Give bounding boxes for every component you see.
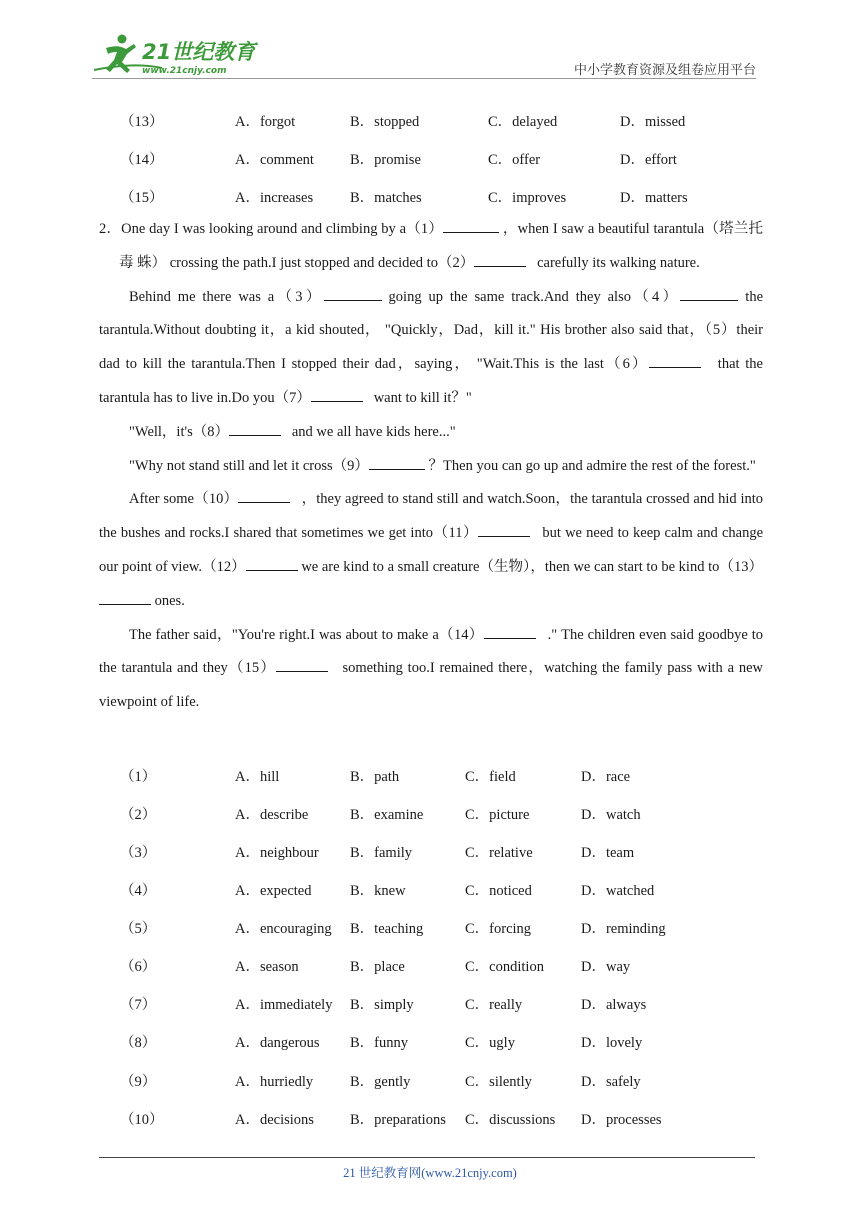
option-row	[120, 1108, 720, 1130]
option-row	[120, 917, 720, 939]
option-row	[120, 1070, 720, 1092]
option-a: A．encouraging	[235, 921, 332, 937]
passage-paragraph: "Well，it's（8） and we all have kids here..."	[99, 416, 763, 450]
option-a: A．neighbour	[235, 845, 319, 861]
option-b: B．path	[350, 769, 400, 785]
option-b: B．funny	[350, 1035, 408, 1051]
option-number: （2）	[120, 807, 157, 823]
option-a: A．season	[235, 959, 299, 975]
passage-paragraph: "Why not stand still and let it cross（9） ？Then you can go up and admire the rest of the forest."	[99, 450, 763, 484]
option-number: （4）	[120, 883, 157, 899]
answer-blank[interactable]	[246, 555, 298, 571]
option-c: C．improves	[488, 190, 567, 206]
option-c: C．field	[465, 769, 516, 785]
option-b: B．teaching	[350, 921, 424, 937]
option-c: C．condition	[465, 959, 544, 975]
option-d: D．reminding	[581, 921, 666, 937]
option-c: C．forcing	[465, 921, 532, 937]
option-row	[120, 1031, 720, 1053]
option-b: B．preparations	[350, 1112, 446, 1128]
option-d: D．team	[581, 845, 635, 861]
option-a: A．increases	[235, 190, 314, 206]
option-row	[120, 879, 720, 901]
option-row	[120, 993, 720, 1015]
option-number: （7）	[120, 997, 157, 1013]
answer-blank[interactable]	[369, 454, 425, 470]
answer-blank[interactable]	[276, 656, 328, 672]
option-a: A．dangerous	[235, 1035, 320, 1051]
logo-text: 21世纪教育	[142, 40, 256, 64]
option-row	[120, 765, 720, 787]
footer-text: 21 世纪教育网(www.21cnjy.com)	[343, 1166, 517, 1180]
option-d: D．matters	[620, 190, 688, 206]
passage-paragraph: After some（10） ，they agreed to stand still and watch.Soon，the tarantula crossed and hid into the bushes and rocks.I shared that sometimes we get into（11） but we need to keep calm and change our point of view.（12） we are kind to a small creature（生物），then we can start to be kind to（13） ones.	[99, 483, 763, 618]
header-platform-text: 中小学教育资源及组卷应用平台	[573, 63, 756, 78]
option-a: A．hurriedly	[235, 1074, 314, 1090]
option-b: B．gently	[350, 1074, 411, 1090]
logo-21cnjy	[92, 32, 262, 76]
answer-blank[interactable]	[474, 251, 526, 267]
option-a: A．describe	[235, 807, 309, 823]
passage-paragraph: Behind me there was a（3） going up the same track.And they also（4） the tarantula.Without doubting it，a kid shouted， "Quickly，Dad，kill it." His brother also said that，（5）their dad to kill the tarantula.Then I stopped their dad，saying， "Wait.This is the last（6） that the tarantula has to live in.Do you（7） want to kill it？"	[99, 281, 763, 416]
option-number: （5）	[120, 921, 157, 937]
option-c: C．really	[465, 997, 523, 1013]
option-number: （9）	[120, 1074, 157, 1090]
answer-blank[interactable]	[649, 352, 701, 368]
option-row	[120, 955, 720, 977]
option-b: B．knew	[350, 883, 406, 899]
option-d: D．always	[581, 997, 647, 1013]
answer-blank[interactable]	[229, 420, 281, 436]
option-number: （10）	[120, 1112, 164, 1128]
option-number: （1）	[120, 769, 157, 785]
option-a: A．forgot	[235, 114, 296, 130]
option-d: D．missed	[620, 114, 686, 130]
answer-blank[interactable]	[478, 521, 530, 537]
option-b: B．promise	[350, 152, 421, 168]
option-c: C．silently	[465, 1074, 532, 1090]
footer-divider	[99, 1157, 755, 1158]
option-c: C．ugly	[465, 1035, 515, 1051]
answer-blank[interactable]	[311, 386, 363, 402]
option-c: C．delayed	[488, 114, 558, 130]
option-d: D．effort	[620, 152, 677, 168]
option-d: D．lovely	[581, 1035, 643, 1051]
answer-blank[interactable]	[238, 487, 290, 503]
option-number: （3）	[120, 845, 157, 861]
answer-blank[interactable]	[324, 285, 382, 301]
option-c: C．noticed	[465, 883, 532, 899]
option-number: （8）	[120, 1035, 157, 1051]
option-c: C．discussions	[465, 1112, 556, 1128]
option-a: A．comment	[235, 152, 314, 168]
logo-url-text: www.21cnjy.com	[142, 66, 227, 76]
option-a: A．decisions	[235, 1112, 314, 1128]
option-number: （6）	[120, 959, 157, 975]
option-a: A．expected	[235, 883, 312, 899]
option-row	[120, 148, 720, 170]
option-number: （13）	[120, 114, 164, 130]
option-b: B．matches	[350, 190, 422, 206]
option-d: D．race	[581, 769, 631, 785]
option-row	[120, 110, 720, 132]
option-b: B．examine	[350, 807, 424, 823]
option-b: B．place	[350, 959, 405, 975]
option-c: C．relative	[465, 845, 533, 861]
option-number: （14）	[120, 152, 164, 168]
answer-blank[interactable]	[99, 589, 151, 605]
answer-blank[interactable]	[484, 623, 536, 639]
option-d: D．watched	[581, 883, 655, 899]
passage-paragraph: The father said，"You're right.I was about to make a（14） ." The children even said goodbye to the tarantula and they（15） something too.I remained there，watching the family pass with a new viewpoint of life.	[99, 619, 763, 720]
option-c: C．picture	[465, 807, 530, 823]
option-number: （15）	[120, 190, 164, 206]
option-row	[120, 803, 720, 825]
option-b: B．stopped	[350, 114, 420, 130]
answer-blank[interactable]	[443, 217, 499, 233]
option-row	[120, 186, 720, 208]
option-row	[120, 841, 720, 863]
header-divider	[92, 78, 756, 79]
passage-paragraph: 2．One day I was looking around and climbing by a（1） ，when I saw a beautiful tarantula（塔兰托毒 蛛） crossing the path.I just stopped and decided to（2） carefully its walking nature.	[99, 213, 763, 281]
option-a: A．hill	[235, 769, 280, 785]
cloze-passage	[99, 213, 763, 720]
option-c: C．offer	[488, 152, 541, 168]
option-d: D．processes	[581, 1112, 662, 1128]
page-header	[92, 32, 756, 78]
option-a: A．immediately	[235, 997, 333, 1013]
option-b: B．family	[350, 845, 413, 861]
option-d: D．watch	[581, 807, 641, 823]
option-d: D．way	[581, 959, 631, 975]
option-d: D．safely	[581, 1074, 641, 1090]
option-b: B．simply	[350, 997, 414, 1013]
answer-blank[interactable]	[680, 285, 738, 301]
